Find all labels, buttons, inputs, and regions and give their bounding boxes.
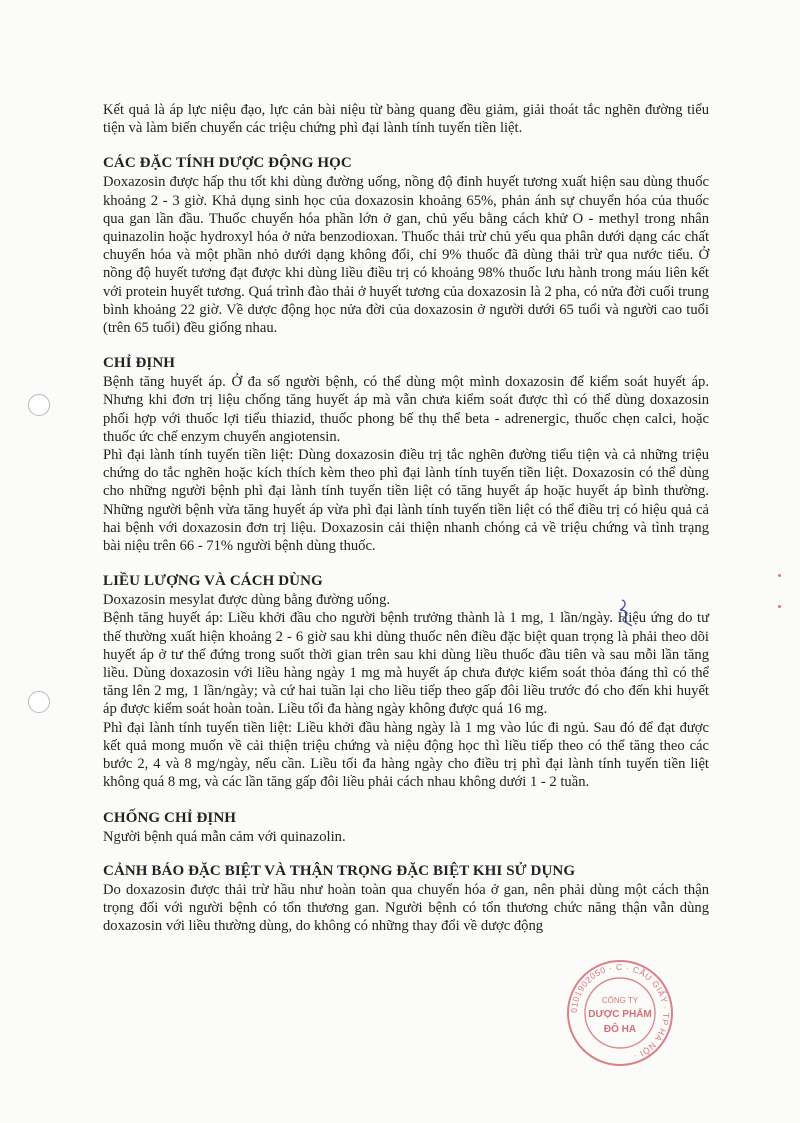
warnings-paragraph: Do doxazosin được thải trừ hầu như hoàn toàn qua chuyển hóa ở gan, nên phải dùng một cách thận trọng đối với người bệnh có tổn thương gan. Người bệnh có tổn thương chức năng thận vẫn dùng doxazosin với liều thường dùng, do không có những thay đổi về dược động <box>103 881 709 935</box>
stamp-ring-text: 0101902050 · C · CẦU GIẤY · TP HÀ NỘI · <box>568 961 672 1062</box>
heading-indications: CHỈ ĐỊNH <box>103 355 176 372</box>
signature-mark <box>612 596 640 632</box>
punch-hole-top <box>28 394 50 416</box>
company-stamp <box>565 958 675 1068</box>
edge-speck <box>778 605 781 608</box>
pharmacokinetics-paragraph: Doxazosin được hấp thu tốt khi dùng đường uống, nồng độ đỉnh huyết tương xuất hiện sau dùng thuốc khoảng 2 - 3 giờ. Khả dụng sinh học của doxazosin khoảng 65%, phản ánh sự chuyển hóa của thuốc qua gan lần đầu. Thuốc chuyển hóa phần lớn ở gan, chủ yếu bằng cách khử O - methyl trong nhân quinazolin hoặc hydroxyl hóa ở nửa benzodioxan. Thuốc thải trừ chủ yếu qua phân dưới dạng các chất chuyển hóa và một phần nhỏ dưới dạng không đổi, chỉ 9% thuốc đã dùng thải trừ qua nước tiểu. Ở nồng độ huyết tương đạt được khi dùng liều điều trị có khoảng 98% thuốc lưu hành trong máu liên kết với protein huyết tương. Quá trình đào thải ở huyết tương của doxazosin là 2 pha, có nửa đời cuối trung bình khoảng 22 giờ. Về dược động học nửa đời của doxazosin ở người dưới 65 tuổi và người cao tuổi (trên 65 tuổi) đều giống nhau. <box>103 174 709 337</box>
stamp-line-3: ĐÔ HA <box>603 1024 637 1035</box>
heading-contraindications: CHỐNG CHỈ ĐỊNH <box>103 809 237 826</box>
edge-speck <box>778 574 781 577</box>
contraindications-paragraph: Người bệnh quá mẫn cảm với quinazolin. <box>103 828 346 845</box>
heading-warnings: CẢNH BÁO ĐẶC BIỆT VÀ THẬN TRỌNG ĐẶC BIỆT KHI SỬ DỤNG <box>103 862 576 879</box>
dosage-paragraph-1: Doxazosin mesylat được dùng bằng đường uống. <box>103 592 391 609</box>
stamp-line-2: DƯỢC PHẨM <box>588 1009 652 1020</box>
heading-dosage: LIỀU LƯỢNG VÀ CÁCH DÙNG <box>103 573 323 590</box>
intro-paragraph: Kết quả là áp lực niệu đạo, lực cản bài niệu từ bàng quang đều giảm, giải thoát tắc nghẽn đường tiểu tiện và làm biến chuyển các triệu chứng phì đại lành tính tuyến tiền liệt. <box>103 102 709 137</box>
stamp-line-1: CÔNG TY <box>601 996 639 1005</box>
indications-paragraph-2: Phì đại lành tính tuyến tiền liệt: Dùng doxazosin điều trị tắc nghẽn đường tiểu tiện và cả những triệu chứng do tắc nghẽn hoặc kích thích kèm theo phì đại lành tính tuyến tiền liệt. Doxazosin có thể dùng cho những người bệnh phì đại lành tính tuyến tiền liệt có tăng huyết áp hoặc huyết áp bình thường. Những người bệnh vừa tăng huyết áp vừa phì đại lành tính tuyến tiền liệt có thể điều trị có hiệu quả cả hai bệnh với doxazosin đơn trị liệu. Doxazosin cải thiện nhanh chóng cả về triệu chứng và tình trạng bài niệu trên 66 - 71% người bệnh dùng thuốc. <box>103 447 709 555</box>
document-body <box>103 101 709 935</box>
dosage-paragraph-3: Phì đại lành tính tuyến tiền liệt: Liều khởi đầu hàng ngày là 1 mg vào lúc đi ngủ. Sau đó để đạt được kết quả mong muốn về cải thiện triệu chứng và niệu động học thì liều tiếp theo có thể tăng theo các bước 2, 4 và 8 mg/ngày, nếu cần. Liều tối đa hàng ngày cho điều trị phì đại lành tính tuyến tiền liệt không quá 8 mg, và các lần tăng gấp đôi liều phải cách nhau không dưới 1 - 2 tuần. <box>103 719 709 791</box>
heading-pharmacokinetics: CÁC ĐẶC TÍNH DƯỢC ĐỘNG HỌC <box>103 155 352 172</box>
indications-paragraph-1: Bệnh tăng huyết áp. Ở đa số người bệnh, có thể dùng một mình doxazosin để kiểm soát huyết áp. Nhưng khi đơn trị liệu chống tăng huyết áp mà vẫn chưa kiểm soát được thì có thể dùng doxazosin phối hợp với thuốc lợi tiểu thiazid, thuốc phong bế thụ thể beta - adrenergic, thuốc chẹn calci, hoặc thuốc ức chế enzym chuyển angiotensin. <box>103 374 709 445</box>
punch-hole-bottom <box>28 691 50 713</box>
dosage-paragraph-2: Bệnh tăng huyết áp: Liều khởi đầu cho người bệnh trưởng thành là 1 mg, 1 lần/ngày. Hiệu ứng do tư thế thường xuất hiện khoảng 2 - 6 giờ sau khi dùng thuốc nên điều đặc biệt quan trọng là phải theo dõi huyết áp ở tư thế đứng trong suốt thời gian trên sau khi dùng liều thuốc đầu tiên và sau mỗi lần tăng liều. Dùng doxazosin với liều hàng ngày 1 mg mà huyết áp chưa được kiểm soát thỏa đáng thì có thể tăng lên 2 mg, 1 lần/ngày; và cứ hai tuần lại cho liều tiếp theo gấp đôi liều trước đó cho đến khi huyết áp được kiểm soát hoàn toàn. Liều tối đa hàng ngày không được quá 16 mg. <box>103 610 709 718</box>
